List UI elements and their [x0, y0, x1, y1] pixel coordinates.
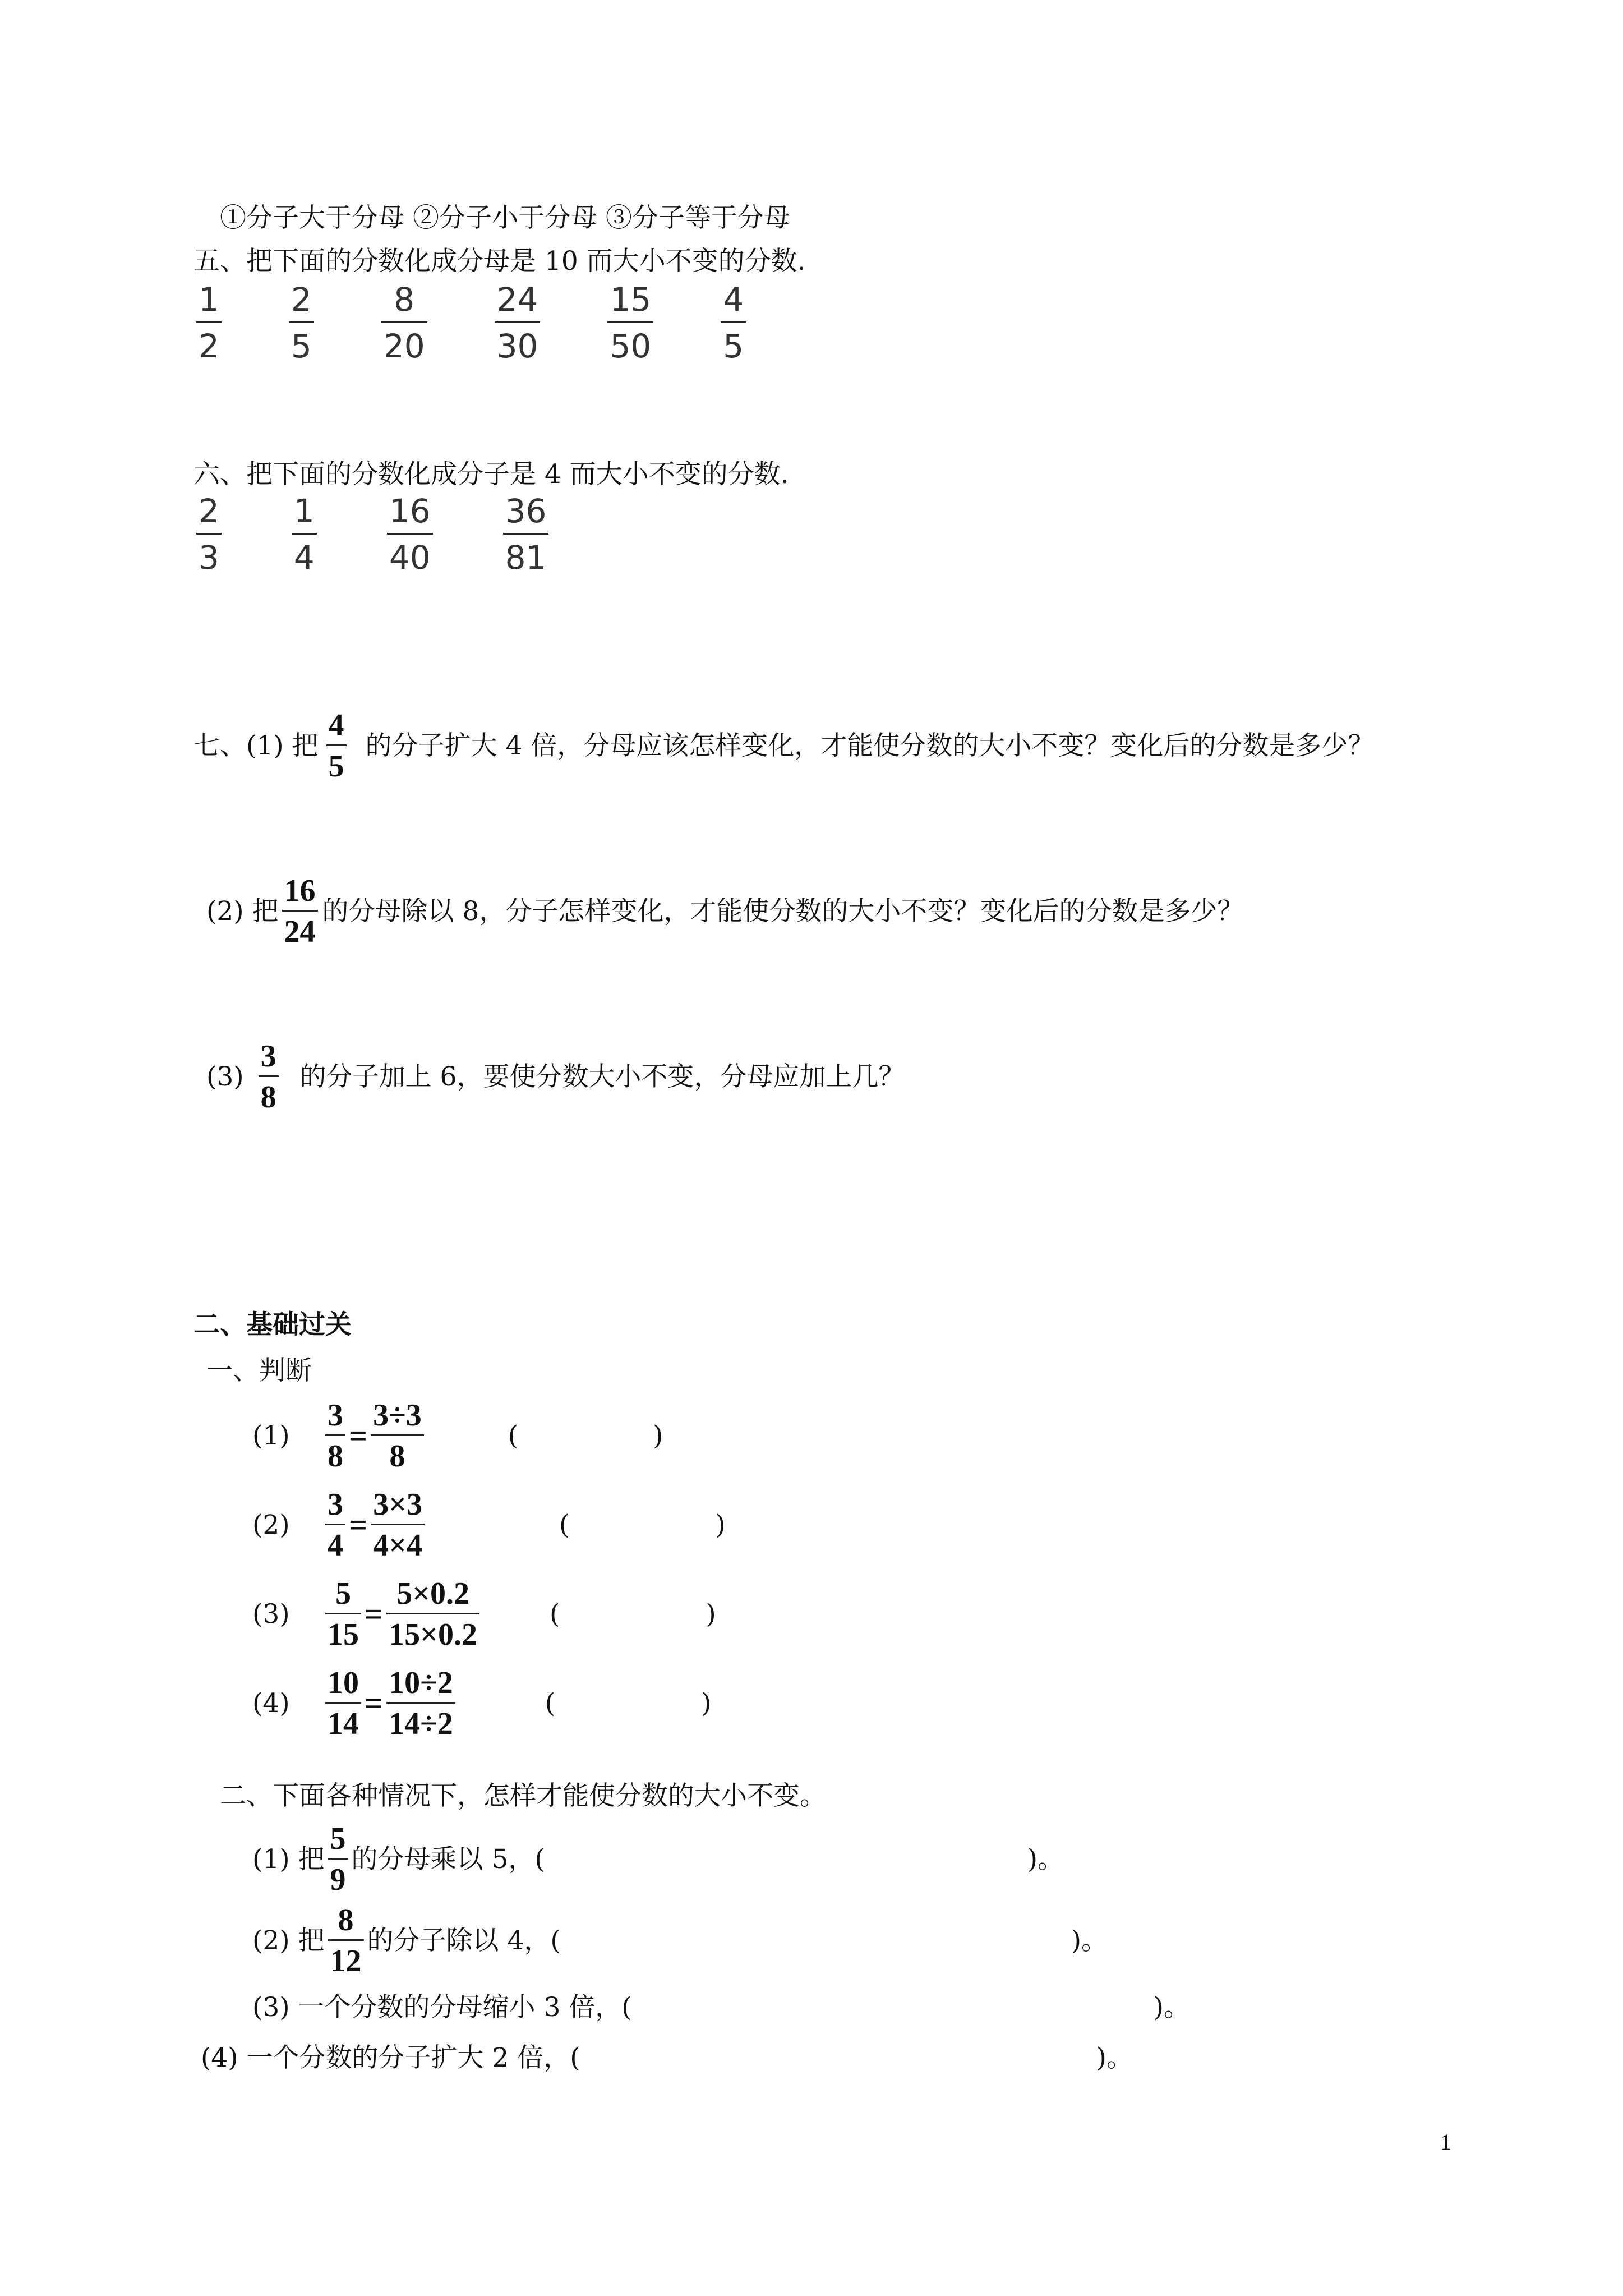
left-fraction	[325, 1489, 345, 1561]
judge-list	[252, 1400, 726, 1740]
close-paren: )	[706, 1599, 716, 1630]
q1-end: )。	[1027, 1844, 1064, 1875]
numerator: 16	[284, 873, 316, 908]
q4-end: )。	[1096, 2042, 1133, 2073]
fraction	[196, 280, 222, 365]
judge-label: (3)	[252, 1599, 290, 1630]
denominator: 30	[496, 327, 538, 365]
q3-end: )。	[1153, 1992, 1190, 2023]
close-paren: )	[715, 1510, 726, 1540]
numerator: 3÷3	[373, 1398, 422, 1433]
fraction	[387, 492, 433, 577]
s2b-q1	[252, 1823, 1064, 1895]
denominator: 14	[328, 1706, 359, 1741]
denominator: 12	[330, 1944, 362, 1978]
denominator: 3	[199, 539, 219, 577]
q1-prefix: 七、(1) 把	[193, 730, 319, 761]
judge-label: (1)	[252, 1420, 290, 1451]
fraction	[607, 280, 653, 365]
close-paren: )	[653, 1420, 663, 1451]
denominator: 20	[383, 327, 425, 365]
right-fraction	[371, 1489, 425, 1561]
left-fraction	[325, 1400, 345, 1472]
close-paren: )	[701, 1688, 712, 1719]
numerator: 1	[199, 280, 219, 319]
q1-fraction	[328, 1823, 348, 1895]
denominator: 4	[293, 539, 315, 577]
right-fraction	[371, 1400, 424, 1472]
equals-sign: =	[349, 1417, 368, 1454]
equals-sign: =	[349, 1506, 368, 1543]
numerator: 5	[330, 1821, 346, 1856]
numerator: 5×0.2	[396, 1576, 469, 1611]
numerator: 16	[389, 492, 431, 530]
basics-heading: 二、基础过关	[193, 1309, 352, 1340]
section2b-title: 二、下面各种情况下，怎样才能使分数的大小不变。	[220, 1780, 826, 1811]
denominator: 81	[505, 539, 547, 577]
denominator: 4×4	[373, 1528, 422, 1563]
numerator: 3×3	[373, 1487, 422, 1522]
numerator: 5	[335, 1576, 351, 1611]
judge-label: (4)	[252, 1688, 290, 1719]
fraction	[503, 492, 549, 577]
denominator: 24	[284, 914, 316, 949]
denominator: 5	[723, 327, 744, 365]
page-number: 1	[1440, 2129, 1451, 2155]
section7-q2	[206, 875, 1243, 947]
right-fraction	[386, 1578, 479, 1650]
open-paren: (	[559, 1510, 570, 1540]
section5-fractions	[196, 280, 746, 365]
numerator: 3	[328, 1398, 343, 1433]
q2-fraction	[328, 1904, 364, 1977]
q3-text: (3) 一个分数的分母缩小 3 倍，(	[252, 1992, 632, 2023]
fraction	[381, 280, 427, 365]
numerator: 3	[260, 1039, 276, 1074]
judge-title: 一、判断	[206, 1355, 312, 1386]
numerator: 8	[394, 280, 415, 319]
section7-q1	[193, 710, 1374, 782]
q2-prefix: (2) 把	[206, 896, 279, 927]
numerator: 4	[723, 280, 744, 319]
open-paren: (	[545, 1688, 556, 1719]
q4-text: (4) 一个分数的分子扩大 2 倍，(	[201, 2042, 580, 2073]
numerator: 4	[328, 708, 344, 743]
equals-sign: =	[365, 1595, 384, 1632]
equals-sign: =	[365, 1685, 384, 1722]
section6-title: 六、把下面的分数化成分子是 4 而大小不变的分数.	[193, 459, 789, 490]
denominator: 8	[328, 1439, 343, 1474]
denominator: 50	[610, 327, 652, 365]
right-fraction	[386, 1667, 455, 1740]
q1-text: 的分母乘以 5，(	[351, 1844, 545, 1875]
numerator: 2	[199, 492, 219, 530]
section5-title: 五、把下面的分数化成分母是 10 而大小不变的分数.	[193, 246, 806, 277]
left-fraction	[325, 1667, 361, 1740]
q2-fraction	[282, 875, 318, 947]
s2b-q2	[252, 1904, 1108, 1977]
q1-text: 的分子扩大 4 倍，分母应该怎样变化，才能使分数的大小不变？变化后的分数是多少？	[365, 730, 1375, 761]
denominator: 15	[328, 1617, 359, 1652]
q2-text: 的分母除以 8，分子怎样变化，才能使分数的大小不变？变化后的分数是多少？	[322, 896, 1244, 927]
denominator: 2	[199, 327, 219, 365]
fraction	[289, 280, 314, 365]
open-paren: (	[508, 1420, 519, 1451]
section7-q3	[206, 1041, 905, 1113]
denominator: 8	[260, 1080, 276, 1115]
denominator: 5	[291, 327, 312, 365]
open-paren: (	[549, 1599, 560, 1630]
options-line: ①分子大于分母 ②分子小于分母 ③分子等于分母	[220, 203, 790, 233]
denominator: 9	[330, 1862, 346, 1897]
judge-item	[252, 1667, 726, 1740]
fraction	[292, 492, 317, 577]
denominator: 15×0.2	[389, 1617, 477, 1652]
numerator: 8	[338, 1903, 354, 1938]
fraction	[495, 280, 541, 365]
numerator: 24	[496, 280, 538, 319]
denominator: 4	[328, 1528, 343, 1563]
q2-text: 的分子除以 4，(	[367, 1925, 561, 1956]
left-fraction	[325, 1578, 361, 1650]
section6-fractions	[196, 492, 548, 577]
s2b-q4	[201, 2042, 1133, 2073]
q2-prefix: (2) 把	[252, 1925, 325, 1956]
numerator: 3	[328, 1487, 343, 1522]
fraction	[196, 492, 222, 577]
numerator: 36	[505, 492, 547, 530]
q3-prefix: (3)	[206, 1061, 244, 1092]
judge-label: (2)	[252, 1510, 290, 1540]
q3-fraction	[259, 1041, 279, 1113]
denominator: 5	[328, 749, 344, 784]
denominator: 14÷2	[389, 1706, 453, 1741]
numerator: 10	[328, 1665, 359, 1700]
numerator: 15	[610, 280, 652, 319]
judge-item	[252, 1400, 726, 1472]
judge-item	[252, 1489, 726, 1561]
q3-text: 的分子加上 6，要使分数大小不变，分母应加上几？	[299, 1061, 905, 1092]
judge-item	[252, 1578, 726, 1650]
denominator: 40	[389, 539, 431, 577]
numerator: 1	[293, 492, 315, 530]
q1-prefix: (1) 把	[252, 1844, 325, 1875]
fraction	[721, 280, 746, 365]
numerator: 10÷2	[389, 1665, 453, 1700]
q2-end: )。	[1071, 1925, 1108, 1956]
q1-fraction	[326, 710, 347, 782]
denominator: 8	[389, 1439, 405, 1474]
numerator: 2	[291, 280, 312, 319]
s2b-q3	[252, 1994, 1190, 2021]
